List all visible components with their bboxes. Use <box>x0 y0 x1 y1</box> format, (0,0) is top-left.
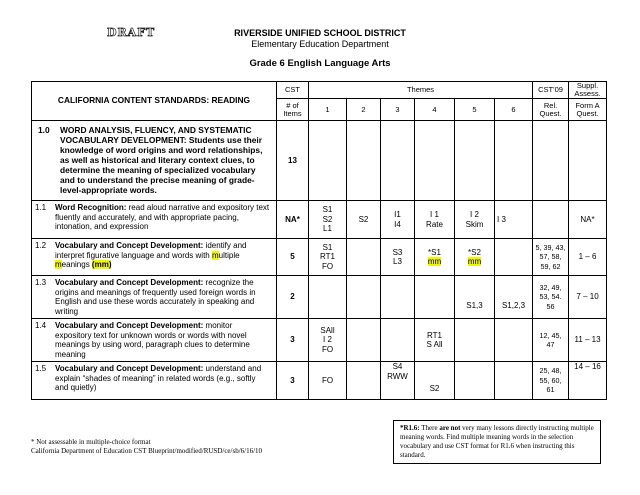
item-count: NA* <box>277 201 309 239</box>
rel-quest-label: Rel. Quest. <box>533 99 569 121</box>
standard-text-part: identify and interpret figurative language and words with <box>55 241 247 260</box>
theme-1-line-1: SAll <box>320 325 335 335</box>
theme-3-line-1: I1 <box>394 210 401 219</box>
standard-code: 1.5 <box>35 364 47 373</box>
cst09-label: CST'09 <box>533 82 569 99</box>
theme-5-line-1: I 2 <box>470 210 479 219</box>
standard-code: 1.3 <box>35 278 47 287</box>
standard-title: Word Recognition: <box>55 203 127 212</box>
table-row <box>32 276 607 319</box>
rel-quest-cell: 5, 39, 43, 57, 58, 59, 62 <box>533 239 569 276</box>
theme-3-cell <box>381 276 415 319</box>
theme-1-cell: S1 S2 L1 <box>309 201 347 239</box>
standard-1-4 <box>32 319 277 362</box>
page-title: Grade 6 English Language Arts <box>249 58 391 69</box>
strand-items: 13 <box>277 121 309 201</box>
theme-4-cell <box>415 239 455 276</box>
theme-5-line-1: *S2 <box>468 247 481 257</box>
theme-4-line-1: I 1 <box>430 210 439 219</box>
note-body: very many lessons directly instructing multiple meaning words. Find multiple meaning words in the selection vocabulary and use CST format for R1.6 when instructing this standard. <box>400 424 594 459</box>
theme-5-cell <box>455 319 495 362</box>
theme-4-line-1: RT1 <box>427 330 442 340</box>
rel-quest-cell: 25, 48, 55, 60, 61 <box>533 362 569 400</box>
footnote-source: California Department of Education CST Blueprint/modified/RUSD/ce/sb/6/16/10 <box>31 447 263 455</box>
suppl-cell: 7 – 10 <box>569 276 607 319</box>
theme-1-cell <box>309 319 347 362</box>
table-row <box>32 201 607 239</box>
standard-code: 1.4 <box>35 321 47 330</box>
theme-1-cell: FO <box>309 362 347 400</box>
standard-text: read aloud narrative and expository text fluently and accurately, and with appropriate pacing, intonation, and expression <box>55 203 270 231</box>
theme-1-line-2: I 2 <box>323 335 332 345</box>
district-name: RIVERSIDE UNIFIED SCHOOL DISTRICT <box>234 28 406 38</box>
strand-code: 1.0 <box>38 125 50 135</box>
standard-title: Vocabulary and Concept Development: <box>55 364 204 373</box>
theme-6-cell: S1,2,3 <box>495 276 533 319</box>
theme-3-line-1: S4 <box>392 362 403 371</box>
theme-4-cell: S2 <box>415 362 455 400</box>
theme-4-line-2: S All <box>426 340 443 349</box>
theme-5-label: 5 <box>455 99 495 121</box>
header-row-1 <box>32 82 607 99</box>
theme-5-cell <box>455 201 495 239</box>
theme-2-cell <box>347 362 381 400</box>
strand-row <box>32 121 607 201</box>
standard-text: monitor expository text for unknown words or words with novel meanings by using word, paragraph clues to determine meaning <box>55 321 250 359</box>
suppl-cell: 1 – 6 <box>569 239 607 276</box>
standard-1-5 <box>32 362 277 400</box>
theme-6-cell: I 3 <box>495 201 533 239</box>
note-box <box>393 420 601 464</box>
theme-1-line-3: FO <box>321 344 334 354</box>
standard-1-3 <box>32 276 277 319</box>
theme-2-cell <box>347 319 381 362</box>
standard-code: 1.1 <box>35 203 47 212</box>
standard-1-2 <box>32 239 277 276</box>
theme-6-cell <box>495 362 533 400</box>
theme-1-label: 1 <box>309 99 347 121</box>
highlight-mm: (mm) <box>91 260 112 269</box>
suppl-label: Suppl. Assess. <box>569 82 607 99</box>
rel-quest-cell <box>533 201 569 239</box>
theme-5-cell <box>455 362 495 400</box>
theme-1-cell <box>309 276 347 319</box>
theme-2-cell: S2 <box>347 201 381 239</box>
theme-4-cell <box>415 276 455 319</box>
theme-4-line-2: mm <box>427 257 442 266</box>
standard-1-1 <box>32 201 277 239</box>
strand-text: WORD ANALYSIS, FLUENCY, AND SYSTEMATIC VOCABULARY DEVELOPMENT: Students use their knowledge of word origins and word relationships, as well as historical and literary context clues, to determine the meaning of specialized vocabulary and to understand the precise meaning of grade-level-appropriate words. <box>60 125 263 195</box>
standards-title: CALIFORNIA CONTENT STANDARDS: READING <box>32 82 277 121</box>
theme-4-label: 4 <box>415 99 455 121</box>
standard-title: Vocabulary and Concept Development: <box>55 278 204 287</box>
table-row <box>32 319 607 362</box>
theme-3-line-2: RWW <box>387 371 408 381</box>
theme-2-label: 2 <box>347 99 381 121</box>
suppl-cell: NA* <box>569 201 607 239</box>
theme-3-cell <box>381 201 415 239</box>
department-name: Elementary Education Department <box>251 39 389 49</box>
num-items-label: # of Items <box>277 99 309 121</box>
theme-3-line-1: S3 <box>392 247 403 257</box>
form-a-label: Form A Quest. <box>569 99 607 121</box>
standard-text: understand and explain “shades of meaning” in related words (e.g., softly and quietly) <box>55 364 262 392</box>
standards-table <box>31 81 607 400</box>
footnote-not-assessable: * Not assessable in multiple-choice format <box>31 438 151 446</box>
themes-label: Themes <box>309 82 533 99</box>
strand-description <box>32 121 277 201</box>
note-lead: *R1.6: <box>400 424 420 432</box>
theme-2-cell <box>347 276 381 319</box>
theme-5-line-2: Skim <box>465 219 484 229</box>
theme-5-line-2: mm <box>467 257 482 266</box>
theme-4-line-2: Rate <box>426 219 443 229</box>
theme-3-cell <box>381 319 415 362</box>
note-pre: There <box>419 424 440 432</box>
theme-3-cell <box>381 239 415 276</box>
item-count: 3 <box>277 319 309 362</box>
standard-title: Vocabulary and Concept Development: <box>55 241 204 250</box>
suppl-cell: 14 – 16 <box>569 362 607 400</box>
theme-3-label: 3 <box>381 99 415 121</box>
cst-label: CST <box>277 82 309 99</box>
table-row <box>32 362 607 400</box>
standard-text: recognize the origins and meanings of frequently used foreign words in English and use these words accurately in speaking and writing <box>55 278 256 316</box>
theme-5-cell: S1,3 <box>455 276 495 319</box>
theme-6-cell <box>495 319 533 362</box>
standard-code: 1.2 <box>35 241 47 250</box>
table-row <box>32 239 607 276</box>
highlight-m: m <box>211 250 219 260</box>
theme-4-cell <box>415 319 455 362</box>
theme-3-cell <box>381 362 415 400</box>
theme-4-line-1: *S1 <box>428 247 441 257</box>
item-count: 2 <box>277 276 309 319</box>
highlight-m: m <box>55 260 62 269</box>
theme-3-line-2: L3 <box>393 257 402 266</box>
rel-quest-cell: 12, 45, 47 <box>533 319 569 362</box>
standard-text-part: ultiple <box>218 250 240 260</box>
note-emphasis: are not <box>439 424 461 432</box>
theme-1-cell: S1 RT1 FO <box>309 239 347 276</box>
standard-title: Vocabulary and Concept Development: <box>55 321 204 330</box>
standard-text-part: eanings <box>61 260 92 269</box>
theme-2-cell <box>347 239 381 276</box>
rel-quest-cell: 32, 49, 53, 54. 56 <box>533 276 569 319</box>
theme-6-label: 6 <box>495 99 533 121</box>
theme-4-cell <box>415 201 455 239</box>
draft-watermark: DRAFT <box>107 26 156 39</box>
theme-3-line-2: I4 <box>394 219 401 229</box>
theme-6-cell <box>495 239 533 276</box>
theme-5-cell <box>455 239 495 276</box>
suppl-cell: 11 – 13 <box>569 319 607 362</box>
item-count: 3 <box>277 362 309 400</box>
item-count: 5 <box>277 239 309 276</box>
